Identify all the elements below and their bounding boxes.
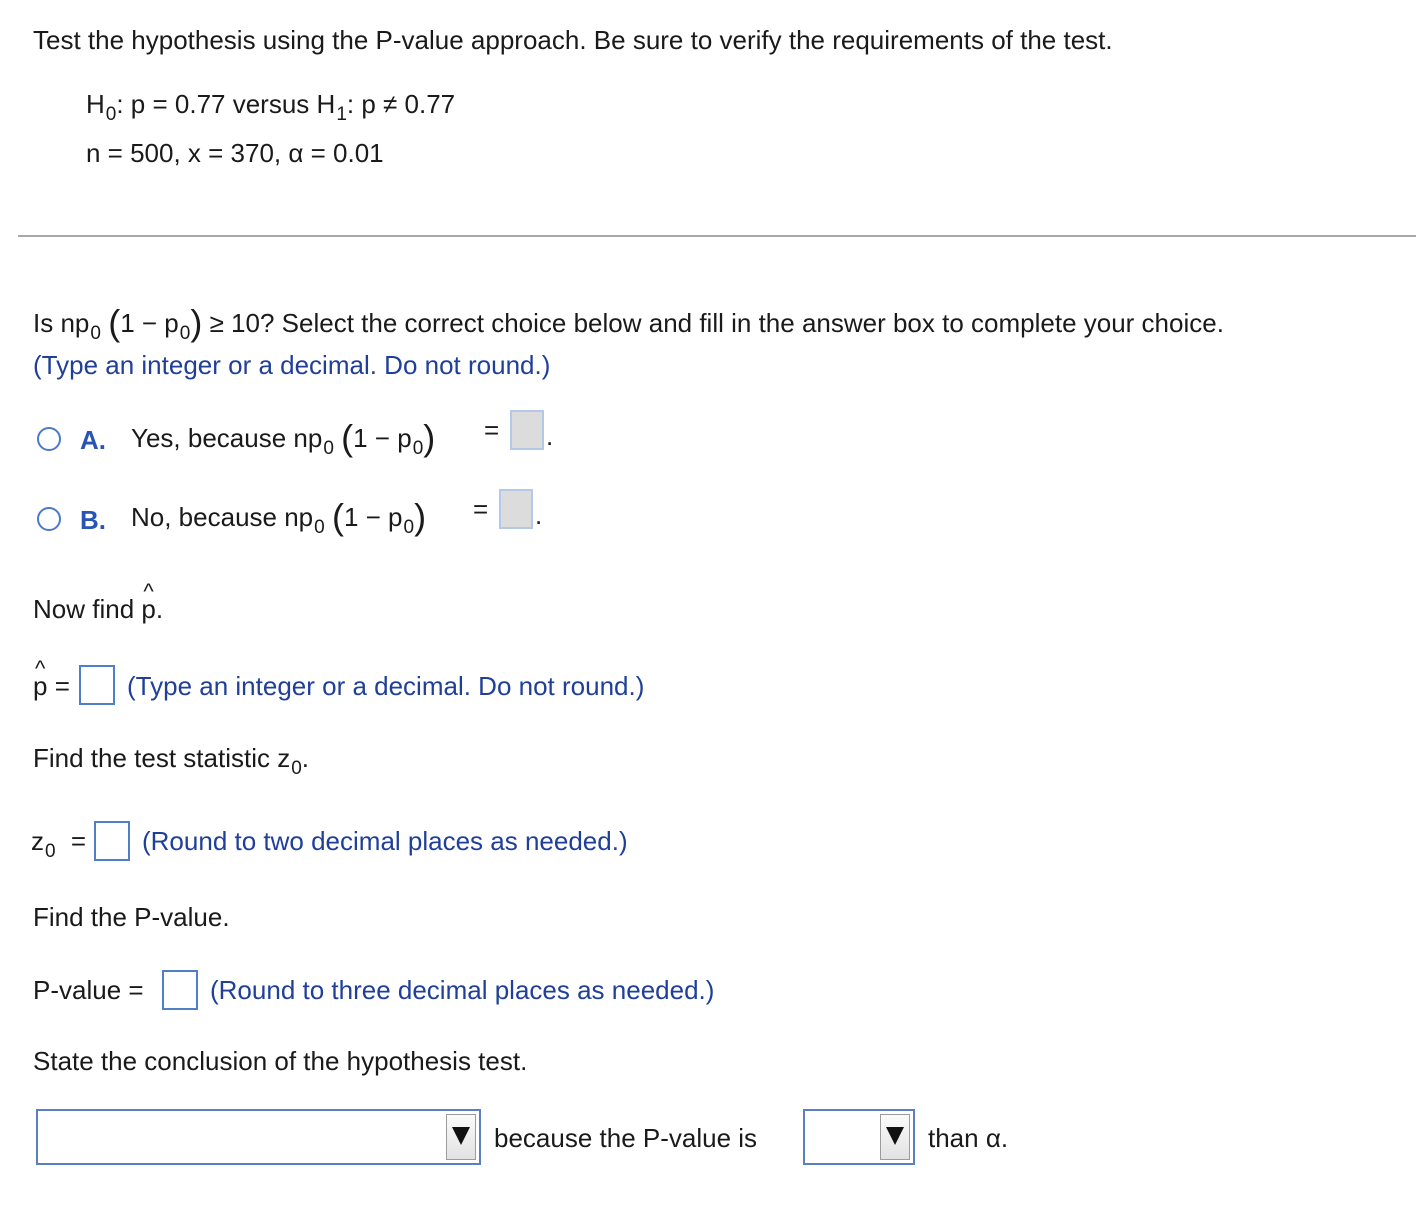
choice-b-label: B. (80, 505, 106, 535)
conclusion-end-text: than α. (928, 1123, 1009, 1153)
paren-open: ( (108, 302, 121, 343)
h0-text: : p = 0.77 versus H (116, 89, 336, 119)
choice-a-radio[interactable] (37, 427, 61, 451)
z0-equals: = (70, 826, 86, 856)
z0-lhs (31, 826, 86, 862)
choice-a-inner-subscript: 0 (412, 438, 424, 459)
choice-b-radio[interactable] (37, 507, 61, 531)
choice-b-paren-close: ) (414, 496, 427, 537)
choice-b-subscript: 0 (314, 517, 325, 538)
conclusion-middle-text: because the P-value is (494, 1123, 758, 1153)
requirement-inner-subscript: 0 (179, 323, 191, 344)
choice-b-inner: 1 − p (343, 502, 403, 532)
z0-instruction: (Round to two decimal places as needed.) (142, 826, 628, 856)
z0-subscript: 0 (45, 841, 56, 862)
phat-equals: = (54, 671, 70, 701)
requirement-prefix: Is np (33, 308, 90, 338)
h1-subscript: 1 (336, 104, 347, 125)
dropdown-arrow-icon[interactable] (880, 1114, 910, 1160)
requirement-inner: 1 − p (120, 308, 179, 338)
test-statistic-prompt-subscript: 0 (291, 758, 302, 779)
choice-b-period: . (535, 500, 543, 530)
choice-a-equals: = (484, 415, 500, 445)
test-statistic-prompt-period: . (301, 743, 310, 773)
phat-period: . (155, 594, 164, 624)
phat-lhs (33, 673, 70, 699)
question-intro: Test the hypothesis using the P-value approach. Be sure to verify the requirements of the test. (33, 25, 1113, 55)
phat-prompt (33, 596, 163, 622)
choice-b-paren-open: ( (331, 496, 344, 537)
choice-a-text-main: Yes, because np (131, 423, 323, 453)
phat-prompt-text: Now find (33, 594, 142, 624)
dropdown-arrow-icon[interactable] (446, 1114, 476, 1160)
requirement-instruction: (Type an integer or a decimal. Do not round.) (33, 350, 551, 380)
conclusion-decision-dropdown[interactable] (36, 1109, 481, 1165)
choice-a-text (131, 417, 436, 459)
paren-close: ) (190, 302, 203, 343)
given-parameters: n = 500, x = 370, α = 0.01 (86, 138, 384, 168)
choice-b-text (131, 496, 427, 538)
choice-a-subscript: 0 (323, 438, 334, 459)
phat-lhs-symbol: ^ p (33, 673, 47, 699)
pvalue-lhs: P-value = (33, 975, 144, 1005)
requirement-subscript: 0 (90, 323, 101, 344)
requirement-question (33, 302, 1224, 344)
choice-a-period: . (546, 421, 554, 451)
choice-b-inner-subscript: 0 (403, 517, 415, 538)
comparison-dropdown[interactable] (803, 1109, 915, 1165)
h1-text: : p ≠ 0.77 (346, 89, 456, 119)
phat-symbol: ^ p (141, 596, 155, 622)
conclusion-prompt: State the conclusion of the hypothesis test. (33, 1046, 528, 1076)
pvalue-prompt: Find the P-value. (33, 902, 230, 932)
hypotheses (86, 89, 456, 125)
choice-b-answer-box[interactable] (499, 489, 533, 529)
choice-a-answer-box[interactable] (510, 410, 544, 450)
z0-symbol: z (31, 826, 44, 856)
pvalue-instruction: (Round to three decimal places as needed.) (210, 975, 715, 1005)
test-statistic-prompt-text: Find the test statistic z (33, 743, 291, 773)
z0-answer-box[interactable] (94, 821, 130, 861)
choice-b-equals: = (473, 494, 489, 524)
phat-answer-box[interactable] (79, 665, 115, 705)
choice-a-inner: 1 − p (353, 423, 412, 453)
choice-a-paren-close: ) (423, 417, 436, 458)
phat-instruction: (Type an integer or a decimal. Do not round.) (127, 671, 645, 701)
choice-a-paren-open: ( (341, 417, 354, 458)
test-statistic-prompt (33, 743, 310, 779)
choice-a-label: A. (80, 425, 106, 455)
requirement-suffix: ≥ 10? Select the correct choice below and fill in the answer box to complete your choice. (209, 308, 1224, 338)
choice-b-text-main: No, because np (131, 502, 314, 532)
h0-prefix: H (86, 89, 105, 119)
h0-subscript: 0 (105, 104, 117, 125)
section-divider (18, 235, 1416, 237)
pvalue-answer-box[interactable] (162, 970, 198, 1010)
